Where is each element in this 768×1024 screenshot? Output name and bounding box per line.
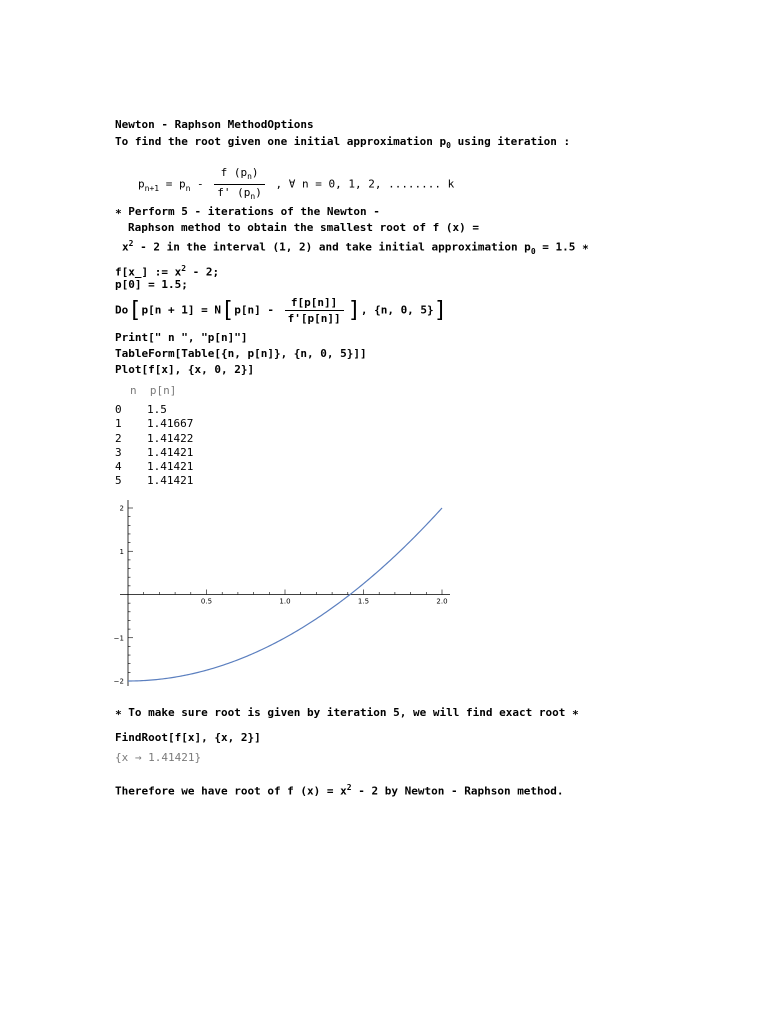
comment-line-1: ∗ Perform 5 - iterations of the Newton - [115, 205, 380, 218]
conclusion-a: Therefore we have root of f (x) = x [115, 784, 347, 798]
table-n: 5 [115, 474, 122, 488]
page-title: Newton - Raphson MethodOptions [115, 118, 314, 131]
function-plot [0, 492, 768, 712]
num-sub: n [247, 172, 252, 182]
table-p: 1.41667 [147, 417, 194, 431]
table-p: 1.41421 [147, 474, 194, 488]
intro-sub: 0 [446, 141, 451, 151]
do-c: , {n, 0, 5} [360, 303, 434, 317]
def-b: - 2; [186, 265, 220, 279]
do-b: p[n] - [234, 303, 281, 317]
do-pre: Do [115, 303, 129, 317]
do-fraction [285, 296, 344, 325]
den-close: ) [255, 186, 262, 200]
table-n: 3 [115, 445, 122, 459]
table-n: 4 [115, 460, 122, 474]
intro-tail: using iteration : [450, 135, 571, 148]
comment-line-2: Raphson method to obtain the smallest root of f (x) = [128, 221, 479, 234]
y-tick-label: −2 [113, 677, 124, 686]
formula-lhs-sub: n+1 [144, 183, 160, 193]
intro-line [115, 135, 570, 152]
findroot-output: {x → 1.41421} [115, 751, 202, 764]
header-n: n [130, 384, 137, 397]
table-p: 1.5 [147, 403, 167, 416]
x-tick-label: 1.0 [279, 597, 291, 606]
c3-sup: 2 [128, 239, 134, 248]
code-do-loop [115, 296, 447, 325]
c3-c: = 1.5 ∗ [535, 240, 589, 254]
newton-formula [138, 166, 454, 203]
do-lbracket: [ [128, 298, 142, 323]
do-denominator: f'[p[n]] [287, 312, 341, 325]
comment-line-3 [122, 237, 589, 258]
y-tick-label: 2 [119, 504, 124, 513]
def-a: f[x_] := x [115, 265, 182, 279]
comment-findroot: ∗ To make sure root is given by iteration 5, we will find exact root ∗ [115, 706, 579, 719]
formula-denominator [214, 185, 265, 203]
table-row [115, 446, 193, 460]
conclusion-sup: 2 [346, 783, 352, 792]
formula-tail: , ∀ n = 0, 1, 2, ........ k [275, 177, 455, 191]
code-init: p[0] = 1.5; [115, 278, 188, 291]
den-text: f' (p [217, 186, 251, 200]
conclusion-b: - 2 by Newton - Raphson method. [351, 784, 564, 798]
x-tick-label: 0.5 [200, 597, 213, 606]
c3-sub: 0 [530, 246, 536, 256]
table-row [115, 432, 193, 446]
do-rbracket-2: ] [347, 298, 361, 323]
num-close: ) [251, 166, 259, 179]
table-row [115, 474, 193, 488]
table-n: 2 [115, 431, 122, 445]
table-row [115, 460, 193, 474]
y-tick-label: −1 [113, 634, 124, 643]
formula-minus: - [190, 177, 211, 191]
formula-lhs: p [138, 177, 145, 191]
do-rbracket: ] [433, 298, 447, 323]
table-row [115, 403, 193, 417]
do-lbracket-2: [ [220, 298, 235, 323]
formula-eq-sub: n [185, 183, 191, 193]
code-define-f [115, 262, 219, 279]
conclusion-line [115, 781, 564, 798]
table-p: 1.41422 [147, 431, 194, 445]
table-p: 1.41421 [147, 460, 194, 474]
code-findroot: FindRoot[f[x], {x, 2}] [115, 731, 261, 744]
formula-numerator [214, 166, 265, 185]
header-p: p[n] [149, 384, 177, 397]
do-numerator: f[p[n]] [285, 296, 344, 311]
c3-b: - 2 in the interval (1, 2) and take initial approximation p [133, 240, 531, 254]
den-sub: n [250, 192, 256, 202]
table-n: 1 [115, 417, 122, 431]
iteration-table [115, 403, 193, 489]
formula-fraction [214, 166, 265, 203]
num-text: f (p [220, 166, 248, 179]
output-header [130, 384, 176, 397]
code-tableform: TableForm[Table[{n, p[n]}, {n, 0, 5}]] [115, 347, 367, 360]
intro-text: To find the root given one initial approximation p [115, 135, 447, 148]
x-tick-label: 1.5 [357, 597, 370, 606]
table-row [115, 417, 193, 431]
table-p: 1.41421 [147, 445, 194, 459]
y-tick-label: 1 [119, 547, 124, 556]
code-print: Print[" n ", "p[n]"] [115, 331, 248, 344]
def-sup: 2 [181, 264, 187, 273]
formula-eq: = p [159, 177, 186, 191]
code-plot: Plot[f[x], {x, 0, 2}] [115, 363, 255, 376]
table-n: 0 [115, 403, 122, 416]
do-a: p[n + 1] = N [141, 303, 221, 317]
x-tick-label: 2.0 [436, 597, 448, 606]
c3-a: x [122, 240, 129, 254]
